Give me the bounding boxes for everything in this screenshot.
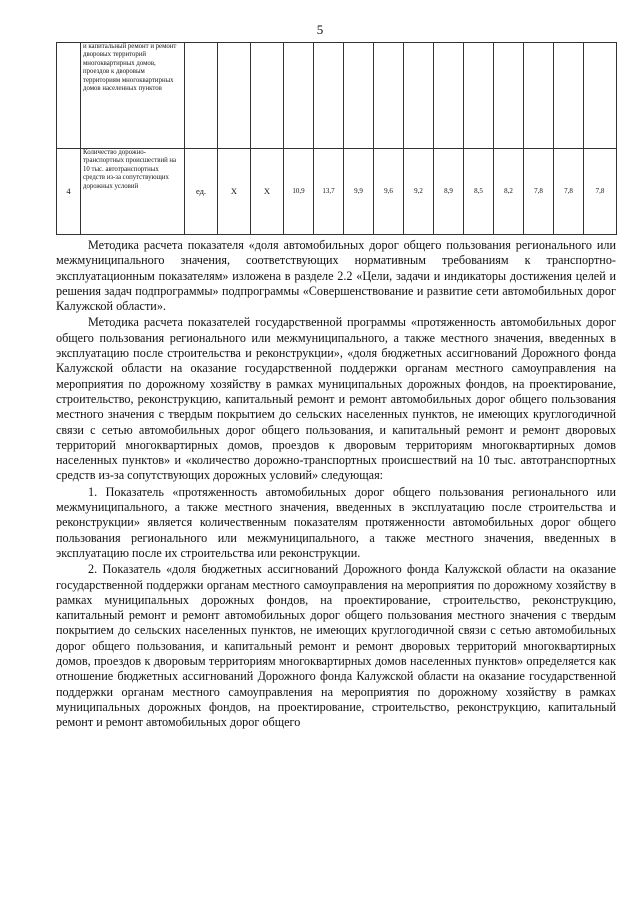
value-cell: 8,2 [494, 149, 524, 235]
value-cell: 10,9 [284, 149, 314, 235]
table-row [57, 43, 617, 149]
indicator-table [56, 42, 617, 235]
value-cell: 8,5 [464, 149, 494, 235]
document-body [56, 238, 616, 731]
value-cell: X [218, 149, 251, 235]
row-number [57, 43, 81, 149]
paragraph: 1. Показатель «протяженность автомобильных дорог общего пользования регионального или межмуниципального, а также местного значения, введенных в эксплуатацию после строительства и реконструкции» является количественным показателям протяженности автомобильных дорог общего пользования регионального или межмуниципального, а также местного значения, введенных в эксплуатацию после их строительства или реконструкции. [56, 484, 616, 560]
page-number: 5 [316, 22, 324, 37]
unit-cell: ед. [185, 149, 218, 235]
value-cell: 9,6 [374, 149, 404, 235]
value-cell: 9,2 [404, 149, 434, 235]
paragraph: Методика расчета показателя «доля автомобильных дорог общего пользования регионального или межмуниципального значения, соответствующих нормативным требованиям к транспортно-эксплуатационным показателям» изложена в разделе 2.2 «Цели, задачи и индикаторы достижения целей и решения задач подпрограммы» подпрограммы «Совершенствование и развитие сети автомобильных дорог Калужской области». [56, 238, 616, 314]
value-cell: X [251, 149, 284, 235]
table-row [57, 149, 617, 235]
paragraph: Методика расчета показателей государственной программы «протяженность автомобильных дорог общего пользования регионального или межмуниципального, а также местного значения, введенных в эксплуатацию после строительства и реконструкции», «доля бюджетных ассигнований Дорожного фонда Калужской области на оказание государственной поддержки органам местного самоуправления на мероприятия по дорожному хозяйству в рамках муниципальных дорожных фондов, на проектирование, строительство, реконструкцию, капитальный ремонт и ремонт автомобильных дорог общего пользования местного значения с твердым покрытием до сельских населенных пунктов, не имеющих круглогодичной связи с сетью автомобильных дорог общего пользования, и капитальный ремонт и ремонт дворовых территорий многоквартирных домов, проездов к дворовым территориям многоквартирных домов населенных пунктов» и «количество дорожно-транспортных происшествий на 10 тыс. автотранспортных средств из-за сопутствующих дорожных условий» следующая: [56, 315, 616, 483]
value-cell: 7,8 [554, 149, 584, 235]
value-cell: 8,9 [434, 149, 464, 235]
value-cell: 7,8 [524, 149, 554, 235]
indicator-name: Количество дорожно-транспортных происшествий на 10 тыс. автотранспортных средств из-за сопутствующих дорожных условий [81, 149, 185, 235]
value-cell: 7,8 [584, 149, 617, 235]
row-number: 4 [57, 149, 81, 235]
value-cell: 13,7 [314, 149, 344, 235]
indicator-name: и капитальный ремонт и ремонт дворовых территорий многоквартирных домов, проездов к дворовым территориям многоквартирных домов населенных пунктов [81, 43, 185, 149]
paragraph: 2. Показатель «доля бюджетных ассигнований Дорожного фонда Калужской области на оказание государственной поддержки органам местного самоуправления на мероприятия по дорожному хозяйству в рамках муниципальных дорожных фондов, на проектирование, строительство, реконструкцию, капитальный ремонт и ремонт автомобильных дорог общего пользования местного значения с твердым покрытием до сельских населенных пунктов, не имеющих круглогодичной связи с сетью автомобильных дорог общего пользования, и капитальный ремонт и ремонт дворовых территорий многоквартирных домов, проездов к дворовым территориям многоквартирных домов населенных пунктов» определяется как отношение бюджетных ассигнований Дорожного фонда Калужской области на оказание государственной поддержки органам местного самоуправления на мероприятия по дорожному хозяйству в рамках муниципальных дорожных фондов, на проектирование, строительство, реконструкцию, капитальный ремонт и ремонт автомобильных дорог общего [56, 562, 616, 730]
value-cell: 9,9 [344, 149, 374, 235]
